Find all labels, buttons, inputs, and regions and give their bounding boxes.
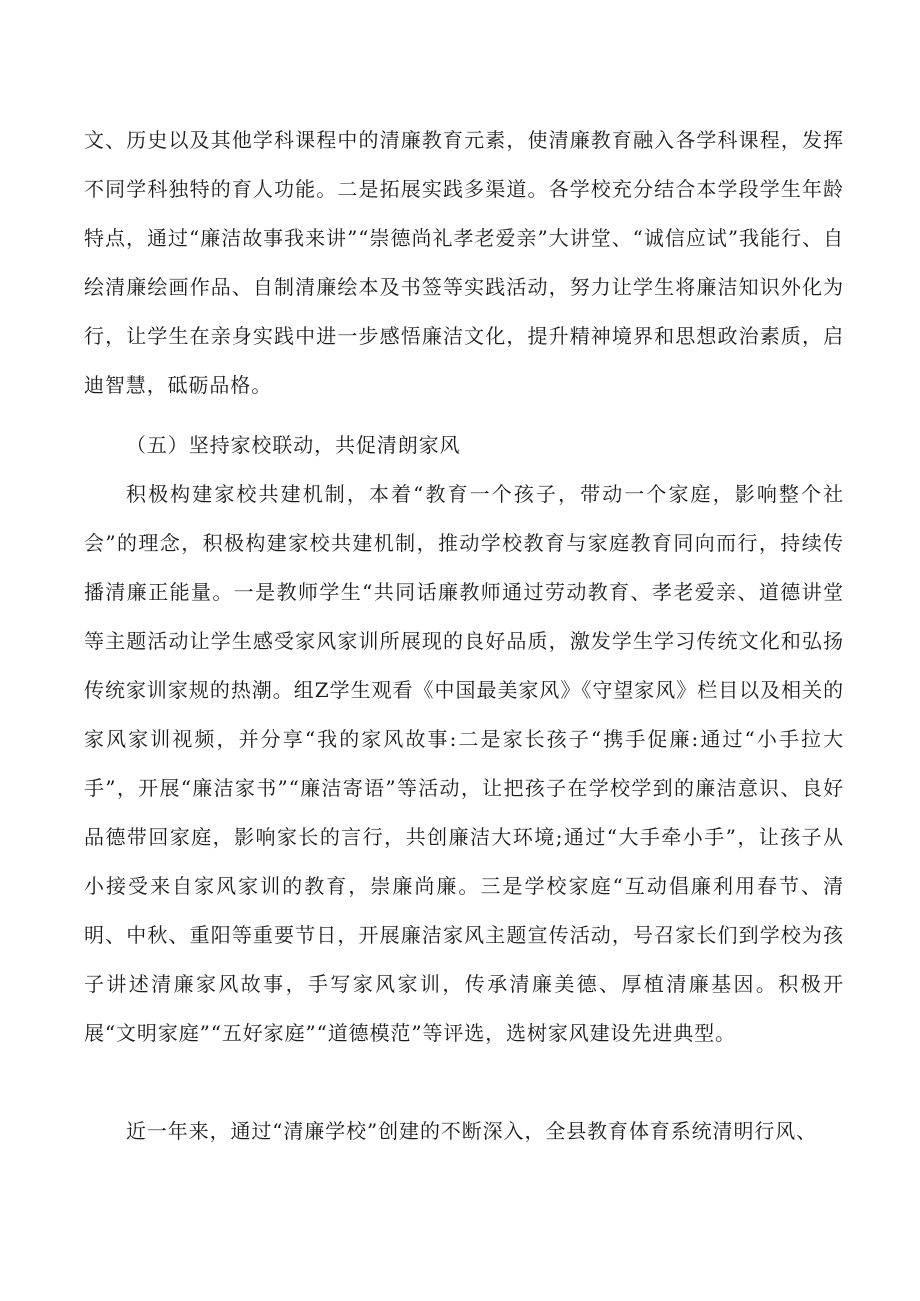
section-heading-text: （五）坚持家校联动，共促清朗家风 <box>126 433 461 457</box>
body-paragraph-1 <box>84 116 844 410</box>
paragraph-text: 积极构建家校共建机制，本着“教育一个孩子，带动一个家庭，影响整个社会”的理念，积极构建家校共建机制，推动学校教育与家庭教育同向而行，持续传播清廉正能量。一是教师学生“共同话廉教师通过劳动教育、孝老爱亲、道德讲堂等主题活动让学生感受家风家训所展现的良好品质，激发学生学习传统文化和弘扬传统家训家规的热潮。组Z学生观看《中国最美家风》《守望家风》栏目以及相关的家风家训视频，并分享“我的家风故事:二是家长孩子“携手促廉:通过“小手拉大手”，开展“廉洁家书”“廉洁寄语”等活动，让把孩子在学校学到的廉洁意识、良好品德带回家庭，影响家长的言行，共创廉洁大环境;通过“大手牵小手”，让孩子从小接受来自家风家训的教育，崇廉尚廉。三是学校家庭“互动倡廉利用春节、清明、中秋、重阳等重要节日，开展廉洁家风主题宣传活动，号召家长们到学校为孩子讲述清廉家风故事，手写家风家训，传承清廉美德、厚植清廉基因。积极开展“文明家庭”“五好家庭”“道德模范”等评选，选树家风建设先进典型。 <box>84 482 844 1045</box>
section-heading <box>126 421 826 470</box>
paragraph-text: 近一年来，通过“清廉学校”创建的不断深入，全县教育体育系统清明行风、 <box>126 1119 818 1143</box>
paragraph-text: 文、历史以及其他学科课程中的清廉教育元素，使清廉教育融入各学科课程，发挥不同学科独特的育人功能。二是拓展实践多渠道。各学校充分结合本学段学生年龄特点，通过“廉洁故事我来讲”“崇德尚礼孝老爱亲”大讲堂、“诚信应试”我能行、自绘清廉绘画作品、自制清廉绘本及书签等实践活动，努力让学生将廉洁知识外化为行，让学生在亲身实践中进一步感悟廉洁文化，提升精神境界和思想政治素质，启迪智慧，砥砺品格。 <box>84 128 844 397</box>
body-paragraph-3 <box>84 1107 844 1156</box>
body-paragraph-2 <box>84 470 844 1058</box>
